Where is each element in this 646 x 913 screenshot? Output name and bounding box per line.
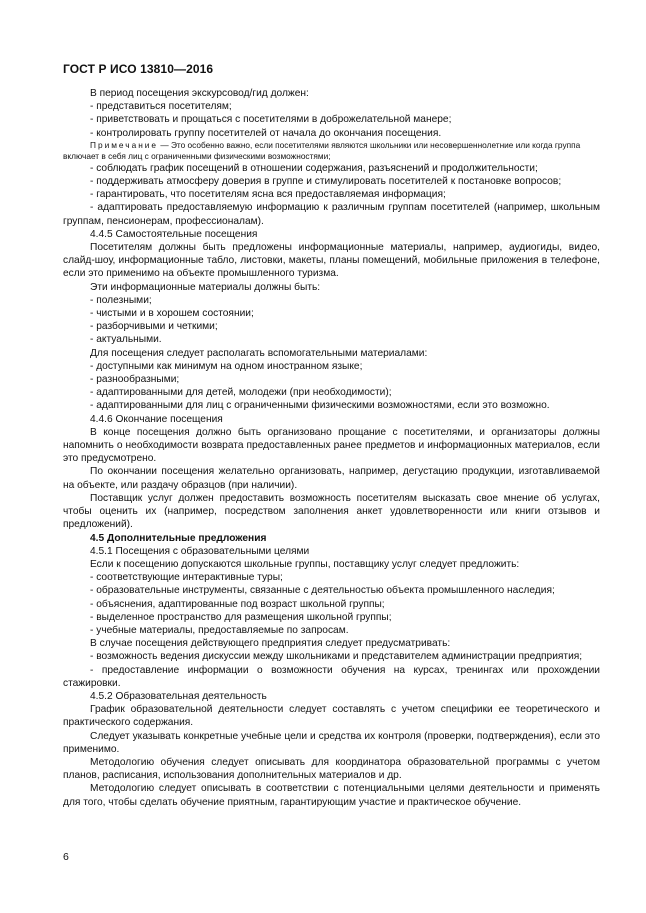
note <box>63 140 600 162</box>
list-item: - соответствующие интерактивные туры; <box>90 572 283 584</box>
paragraph: Эти информационные материалы должны быть: <box>90 281 321 293</box>
list-item: - образовательные инструменты, связанные с деятельностью объекта промышленного наследия; <box>90 585 555 597</box>
section-heading: 4.5.1 Посещения с образовательными целями <box>90 545 310 557</box>
paragraph: Методологию следует описывать в соответствии с потенциальными целями деятельности и применять для того, чтобы сделать обучение приятным, гарантирующим участие и практическое обучение. <box>63 783 600 808</box>
list-item: - адаптированными для лиц с ограниченными физическими возможностями, если это возможно. <box>90 400 550 412</box>
note-text: — Это особенно важно, если посетителями являются школьники или несовершеннолетние или когда группа включает в себя лиц с ограниченными физическими возможностями; <box>63 139 581 161</box>
list-item: - соблюдать график посещений в отношении содержания, разъяснений и продолжительности; <box>90 162 538 174</box>
list-item: - представиться посетителям; <box>90 101 232 113</box>
document-header: ГОСТ Р ИСО 13810—2016 <box>63 62 214 76</box>
list-item: - актуальными. <box>90 334 162 346</box>
list-item: - предоставление информации о возможности обучения на курсах, тренингах или прохождении стажировки. <box>63 664 600 689</box>
paragraph: Посетителям должны быть предложены информационные материалы, например, аудиогиды, видео, слайд-шоу, информационные табло, листовки, макеты, планы помещений, мобильные приложения в телефоне, если это применимо на объекте промышленного туризма. <box>63 242 600 280</box>
note-label: Примечание <box>90 139 159 150</box>
list-item: - приветствовать и прощаться с посетителями в доброжелательной манере; <box>90 114 452 126</box>
document-body <box>63 87 600 809</box>
list-item: - чистыми и в хорошем состоянии; <box>90 308 254 320</box>
list-item: - выделенное пространство для размещения школьной группы; <box>90 611 392 623</box>
list-item: - поддерживать атмосферу доверия в группе и стимулировать посетителей к постановке вопросов; <box>90 176 562 188</box>
list-item: - контролировать группу посетителей от начала до окончания посещения. <box>90 127 442 139</box>
list-item: - полезными; <box>90 294 152 306</box>
list-item: - гарантировать, что посетителям ясна вся предоставляемая информация; <box>90 189 446 201</box>
paragraph: Для посещения следует располагать вспомогательными материалами: <box>90 347 428 359</box>
paragraph: По окончании посещения желательно организовать, например, дегустацию продукции, изготавливаемой на объекте, или раздачу образцов (при наличии). <box>63 466 600 491</box>
paragraph: В случае посещения действующего предприятия следует предусматривать: <box>90 638 451 650</box>
section-heading: 4.4.6 Окончание посещения <box>90 413 223 425</box>
page-number: 6 <box>63 851 69 863</box>
list-item: - разнообразными; <box>90 374 180 386</box>
section-heading: 4.5.2 Образовательная деятельность <box>90 690 267 702</box>
list-item: - разборчивыми и четкими; <box>90 321 218 333</box>
paragraph: График образовательной деятельности следует составлять с учетом специфики ее теоретического и практического содержания. <box>63 704 600 729</box>
paragraph: Если к посещению допускаются школьные группы, поставщику услуг следует предложить: <box>90 558 520 570</box>
list-item: - адаптировать предоставляемую информацию к различным группам посетителей (например, школьным группам, пенсионерам, профессионалам). <box>63 202 600 227</box>
section-heading: 4.4.5 Самостоятельные посещения <box>90 228 258 240</box>
paragraph: В конце посещения должно быть организовано прощание с посетителями, и организаторы должны напомнить о необходимости возврата предоставленных ранее предметов и информационных материалов, если это предусмотрено. <box>63 426 600 465</box>
list-item: - возможность ведения дискуссии между школьниками и представителем администрации предприятия; <box>90 651 583 663</box>
list-item: - учебные материалы, предоставляемые по запросам. <box>90 624 349 636</box>
list-item: - адаптированными для детей, молодежи (при необходимости); <box>90 387 392 399</box>
paragraph: Методологию обучения следует описывать для координатора образовательной программы с учетом планов, расписания, использования дополнительных материалов и др. <box>63 756 600 782</box>
section-heading: 4.5 Дополнительные предложения <box>90 532 267 544</box>
paragraph: Следует указывать конкретные учебные цели и средства их контроля (проверки, подтверждения), если это применимо. <box>63 730 600 755</box>
paragraph: В период посещения экскурсовод/гид должен: <box>90 88 309 99</box>
list-item: - объяснения, адаптированные под возраст школьной группы; <box>90 598 385 610</box>
paragraph: Поставщик услуг должен предоставить возможность посетителям высказать свое мнение об услугах, чтобы оценить их (например, посредством заполнения анкет удовлетворенности или книги отзывов и предложений). <box>63 492 600 531</box>
list-item: - доступными как минимум на одном иностранном языке; <box>90 360 363 372</box>
